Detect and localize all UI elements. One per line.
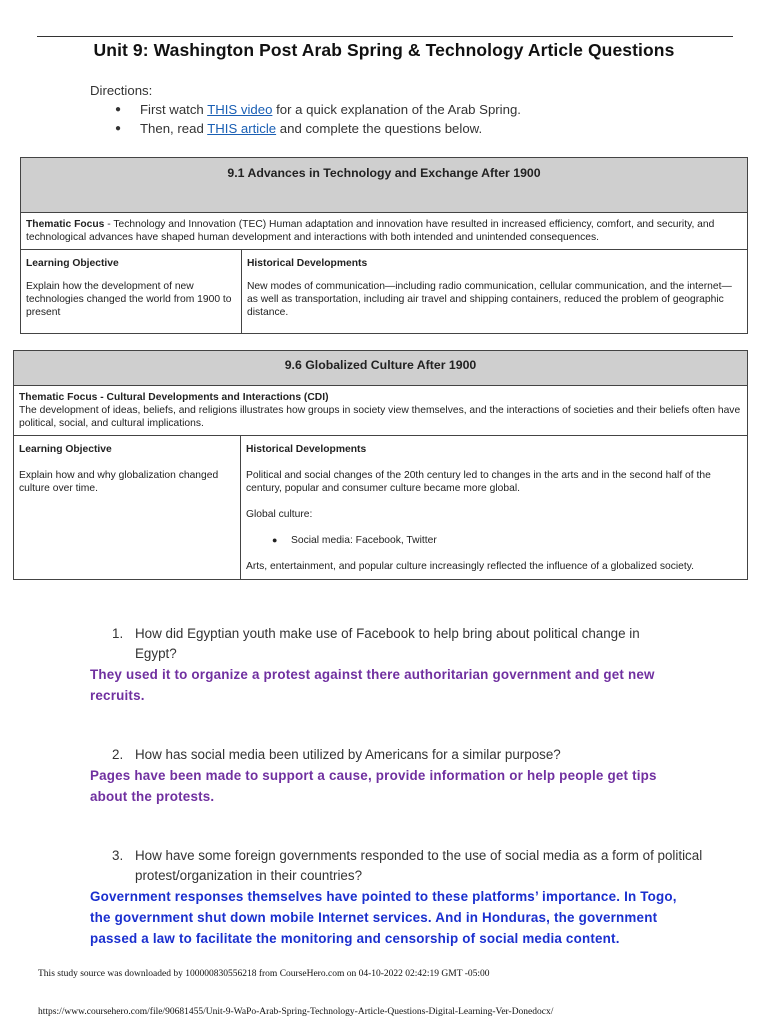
direction-item-article xyxy=(90,119,521,138)
source-url[interactable]: https://www.coursehero.com/file/90681455/Unit-9-WaPo-Arab-Spring-Technology-Article-Questions-Digital-Learning-Ver-Donedocx/ xyxy=(38,1007,554,1017)
learning-objective-heading: Learning Objective xyxy=(26,258,119,269)
thematic-focus-text: The development of ideas, beliefs, and religions illustrates how groups in society view themselves, and the interactions of societies and their beliefs often have political, social, and cultural implications. xyxy=(19,405,741,429)
direction-text: First watch xyxy=(140,102,208,117)
thematic-focus-cell xyxy=(14,386,748,436)
thematic-focus-label: Thematic Focus - Cultural Developments and Interactions (CDI) xyxy=(19,392,329,403)
question-block-3 xyxy=(90,846,703,949)
table-9-6 xyxy=(13,350,748,580)
bullet-icon: ● xyxy=(272,535,278,545)
question-number: 3. xyxy=(112,848,124,863)
table-9-1-title: 9.1 Advances in Technology and Exchange After 1900 xyxy=(227,166,541,180)
question-text: How did Egyptian youth make use of Facebook to help bring about political change in Egypt? xyxy=(135,626,640,661)
global-culture-label: Global culture: xyxy=(246,509,313,520)
thematic-focus-cell xyxy=(21,213,748,250)
learning-objective-heading: Learning Objective xyxy=(19,444,112,455)
questions-section xyxy=(90,624,703,949)
directions xyxy=(90,83,521,138)
thematic-focus-label: Thematic Focus xyxy=(26,219,105,230)
historical-developments-text: Political and social changes of the 20th century led to changes in the arts and in the second half of the century, popular and consumer culture became more global. xyxy=(246,470,711,494)
learning-objective-text: Explain how and why globalization changed culture over time. xyxy=(19,470,219,494)
learning-objective-cell xyxy=(21,250,242,334)
bullet-icon: ● xyxy=(115,104,122,115)
historical-developments-heading: Historical Developments xyxy=(247,258,368,269)
table-9-1 xyxy=(20,157,748,334)
historical-developments-text: New modes of communication—including radio communication, cellular communication, and the internet—as well as transportation, including air travel and shipping containers, reduced the problem of geographic distance. xyxy=(247,281,732,318)
question-block-2 xyxy=(90,745,690,807)
historical-developments-heading: Historical Developments xyxy=(246,444,367,455)
question-text: How have some foreign governments responded to the use of social media as a form of political protest/organization in their countries? xyxy=(135,848,703,883)
article-link[interactable]: THIS article xyxy=(207,121,277,136)
direction-text: for a quick explanation of the Arab Spring. xyxy=(272,102,521,117)
question-text: How has social media been utilized by Americans for a similar purpose? xyxy=(135,747,561,762)
historical-developments-cell xyxy=(242,250,748,334)
answer-2: Pages have been made to support a cause, provide information or help people get tips about the protests. xyxy=(90,768,657,804)
direction-item-video xyxy=(90,100,521,119)
directions-label: Directions: xyxy=(90,83,153,98)
question-3 xyxy=(90,846,725,886)
answer-1: They used it to organize a protest against there authoritarian government and get new recruits. xyxy=(90,667,655,703)
learning-objective-cell xyxy=(14,436,241,580)
table-9-6-title: 9.6 Globalized Culture After 1900 xyxy=(284,358,477,372)
direction-text: and complete the questions below. xyxy=(276,121,483,136)
social-media-bullet xyxy=(246,534,742,547)
question-1 xyxy=(90,624,655,664)
question-2 xyxy=(90,745,690,765)
top-rule xyxy=(37,36,733,37)
question-block-1 xyxy=(90,624,690,706)
table-9-1-header xyxy=(21,158,748,213)
download-notice: This study source was downloaded by 100000830556218 from CourseHero.com on 04-10-2022 02:42:19 GMT -05:00 xyxy=(38,969,490,979)
table-9-6-header xyxy=(14,351,748,386)
question-number: 2. xyxy=(112,747,124,762)
historical-developments-cell xyxy=(241,436,748,580)
page-title: Unit 9: Washington Post Arab Spring & Technology Article Questions xyxy=(93,40,675,60)
arts-culture-text: Arts, entertainment, and popular culture increasingly reflected the influence of a globalized society. xyxy=(246,561,694,572)
thematic-focus-text: - Technology and Innovation (TEC) Human adaptation and innovation have resulted in increased efficiency, comfort, and security, and technological advances have shaped human development and interactions with both intended and unintended consequences. xyxy=(26,219,715,243)
answer-3: Government responses themselves have pointed to these platforms’ importance. In Togo, the government shut down mobile Internet services. And in Honduras, the government passed a law to facilitate the monitoring and censorship of social media content. xyxy=(90,889,677,946)
direction-text: Then, read xyxy=(140,121,208,136)
video-link[interactable]: THIS video xyxy=(207,102,273,117)
social-media-text: Social media: Facebook, Twitter xyxy=(291,535,437,546)
learning-objective-text: Explain how the development of new technologies changed the world from 1900 to present xyxy=(26,281,232,318)
question-number: 1. xyxy=(112,626,124,641)
bullet-icon: ● xyxy=(115,123,122,134)
